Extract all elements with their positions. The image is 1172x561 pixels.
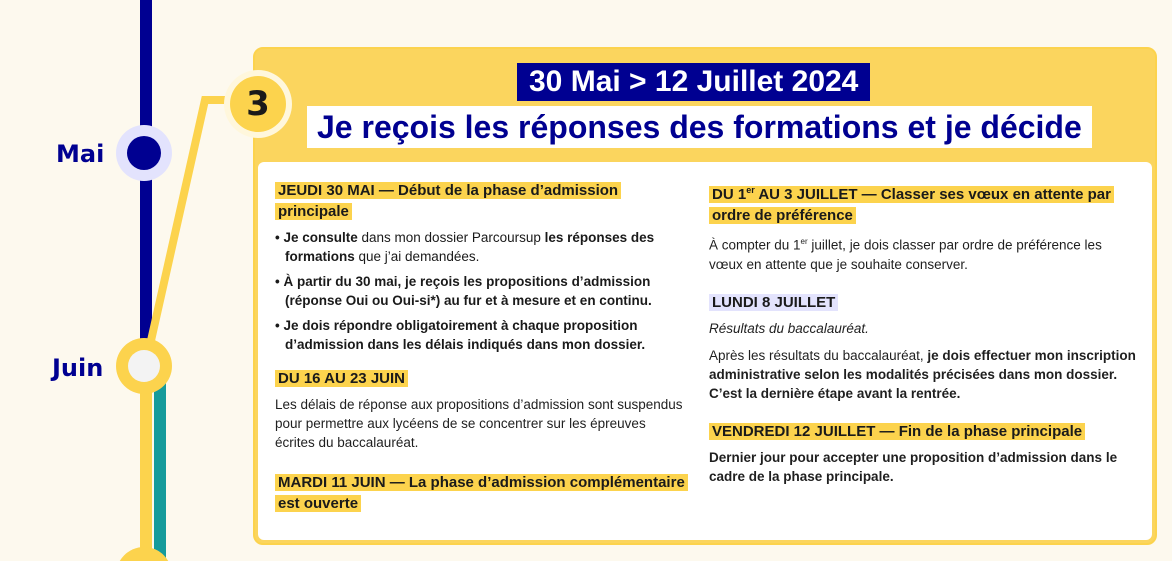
bullet-list <box>275 228 685 354</box>
section-8-juillet <box>709 292 1139 403</box>
step-number-badge <box>224 70 292 138</box>
section-11-juin <box>275 472 685 514</box>
section-16-23-juin <box>275 368 685 452</box>
section-text: Les délais de réponse aux propositions d’admission sont suspendus pour permettre aux lycéens de se concentrer sur les épreuves écrites du baccalauréat. <box>275 397 683 450</box>
section-subtitle: Résultats du baccalauréat. <box>709 320 869 336</box>
date-range-title: 30 Mai > 12 Juillet 2024 <box>517 63 870 101</box>
section-text: À compter du 1er juillet, je dois classer par ordre de préférence les vœux en attente que je souhaite conserver. <box>709 237 1102 272</box>
page-title: Je reçois les réponses des formations et je décide <box>307 106 1092 148</box>
month-label-juin: Juin <box>52 354 104 382</box>
section-heading: MARDI 11 JUIN — La phase d’admission complémentaire est ouverte <box>275 474 688 512</box>
list-item: • Je consulte dans mon dossier Parcoursup les réponses des formations que j’ai demandées. <box>275 228 685 266</box>
timeline <box>0 0 260 561</box>
section-30-mai <box>275 180 685 354</box>
section-heading: LUNDI 8 JUILLET <box>709 294 838 311</box>
left-column <box>275 180 685 528</box>
section-heading: JEUDI 30 MAI — Début de la phase d’admission principale <box>275 182 621 220</box>
section-text: Après les résultats du baccalauréat, je dois effectuer mon inscription administrative selon les modalités précisées dans mon dossier. C’est la dernière étape avant la rentrée. <box>709 347 1136 401</box>
section-heading: DU 16 AU 23 JUIN <box>275 370 408 387</box>
step-number: 3 <box>230 76 286 132</box>
list-item: • Je dois répondre obligatoirement à chaque proposition d’admission dans les délais indiqués dans mon dossier. <box>275 316 685 354</box>
section-1-3-juillet <box>709 180 1139 274</box>
section-heading: DU 1er AU 3 JUILLET — Classer ses vœux en attente par ordre de préférence <box>709 186 1114 224</box>
list-item: • À partir du 30 mai, je reçois les propositions d’admission (réponse Oui ou Oui-si*) au fur et à mesure et en continu. <box>275 272 685 310</box>
section-text: Dernier jour pour accepter une proposition d’admission dans le cadre de la phase principale. <box>709 449 1118 484</box>
month-label-mai: Mai <box>56 140 105 168</box>
section-heading: VENDREDI 12 JUILLET — Fin de la phase principale <box>709 423 1085 440</box>
right-column <box>709 180 1139 500</box>
section-12-juillet <box>709 421 1139 486</box>
